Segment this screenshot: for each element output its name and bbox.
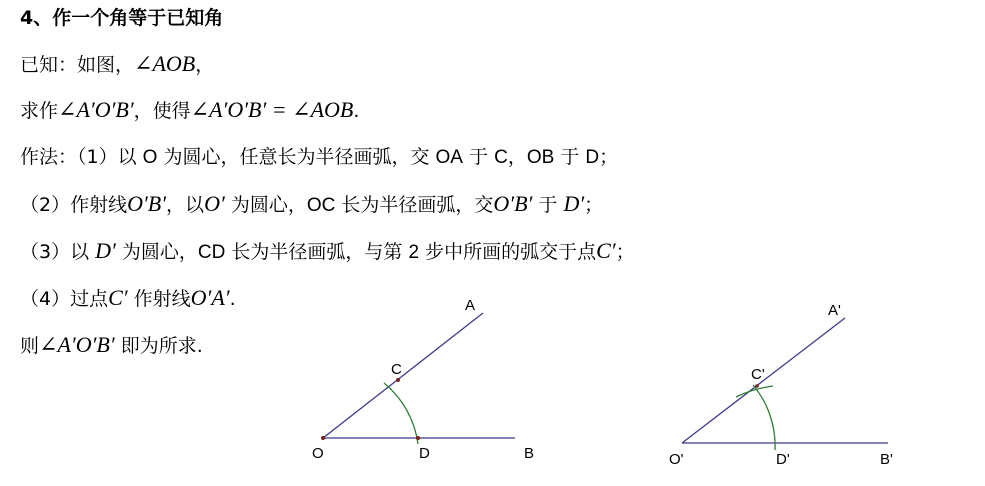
step2-text-d: 于 — [538, 194, 558, 216]
label-a-prime: A' — [828, 302, 841, 319]
step4-text-a: 作射线 — [133, 288, 191, 310]
ray-oa — [323, 313, 483, 438]
conclusion-suffix: 即为所求. — [120, 335, 203, 357]
step3-text-d: ； — [615, 241, 635, 263]
step4-point: C′ — [108, 285, 128, 310]
step3-cd: CD — [197, 242, 226, 263]
step2-oc: OC — [306, 195, 336, 216]
point-o — [321, 436, 325, 440]
step2-text-c: 长为半径画弧，交 — [341, 194, 494, 216]
step1-d: D； — [585, 147, 619, 168]
label-c-prime: C' — [751, 366, 765, 383]
task-equation: ∠A′O′B′ = ∠AOB — [190, 97, 354, 122]
task-angle: ∠A′O′B′ — [58, 97, 134, 122]
label-b-prime: B' — [880, 451, 893, 468]
point-c-prime — [755, 384, 759, 388]
step2-ray: O′B′ — [127, 191, 167, 216]
step3-point: C′ — [596, 238, 616, 263]
given-angle: ∠AOB — [134, 51, 196, 76]
step1-ob: OB — [526, 147, 555, 168]
task-mid: ，使得 — [133, 100, 191, 122]
step1-oa: OA — [435, 147, 463, 168]
step2-center: O′ — [204, 191, 225, 216]
step2-text-a: ，以 — [166, 194, 205, 216]
step4-ray: O′A′ — [190, 285, 230, 310]
task-suffix: . — [353, 100, 360, 122]
label-d-prime: D' — [776, 451, 790, 468]
label-a: A — [465, 297, 476, 314]
label-o: O — [312, 445, 324, 462]
step1-prefix: 作法：（1）以 — [20, 146, 137, 168]
point-d — [416, 436, 420, 440]
step1-o: O — [142, 147, 158, 168]
step3-center: D′ — [95, 238, 116, 263]
step2-point: D′ — [563, 191, 585, 216]
label-d: D — [419, 445, 430, 462]
given-suffix: ， — [195, 54, 215, 76]
label-c: C — [391, 361, 402, 378]
step4-prefix: （4）过点 — [20, 288, 109, 310]
point-c — [396, 378, 400, 382]
step4-suffix: . — [229, 288, 236, 310]
given-prefix: 已知：如图， — [20, 54, 135, 76]
figure-original-angle — [312, 297, 534, 462]
conclusion-angle: ∠A′O′B′ — [39, 332, 115, 357]
arc-cd — [384, 383, 418, 444]
arc-from-o-prime — [753, 385, 775, 450]
conclusion-prefix: 则 — [20, 335, 40, 357]
step2-prefix: （2）作射线 — [20, 194, 128, 216]
step3-text-c: 步中所画的弧交于点 — [425, 241, 597, 263]
step2-text-e: ； — [584, 194, 604, 216]
step3-num: 2 — [408, 242, 420, 263]
label-b: B — [524, 445, 535, 462]
step3-text-a: 为圆心， — [121, 241, 198, 263]
step1-c: C， — [494, 147, 527, 168]
step2-text-b: 为圆心， — [230, 194, 307, 216]
section-title: 4、作一个角等于已知角 — [20, 7, 224, 29]
step3-text-b: 长为半径画弧，与第 — [231, 241, 403, 263]
step2-ray2: O′B′ — [493, 191, 533, 216]
step3-prefix: （3）以 — [20, 241, 90, 263]
task-prefix: 求作 — [20, 100, 59, 122]
label-o-prime: O' — [669, 451, 684, 468]
step1-text-b: 于 — [469, 146, 489, 168]
step1-text-c: 于 — [560, 146, 580, 168]
figure-constructed-angle — [669, 302, 893, 468]
step1-text-a: 为圆心，任意长为半径画弧，交 — [163, 146, 430, 168]
